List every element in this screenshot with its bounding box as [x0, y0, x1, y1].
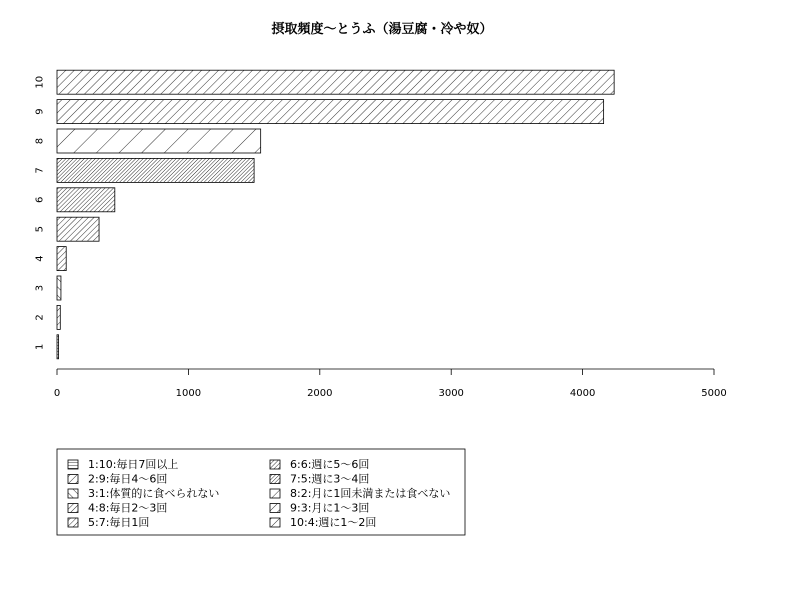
- x-tick-label: 1000: [175, 388, 202, 399]
- x-tick-label: 2000: [307, 388, 333, 399]
- legend: [57, 449, 465, 535]
- bar-4: [57, 247, 66, 271]
- y-tick-label: 6: [34, 196, 46, 203]
- legend-label: 6:6:週に5〜6回: [290, 458, 370, 471]
- x-tick-label: 3000: [438, 388, 464, 399]
- y-axis: [35, 76, 46, 350]
- legend-label: 7:5:週に3〜4回: [290, 472, 370, 486]
- bar-5: [57, 217, 99, 241]
- bar-3: [57, 276, 61, 300]
- legend-label: 3:1:体質的に食べられない: [88, 487, 220, 500]
- x-axis: [54, 369, 727, 399]
- legend-swatch: [270, 489, 280, 498]
- y-tick-label: 9: [34, 108, 46, 115]
- bar-2: [57, 305, 60, 329]
- legend-label: 8:2:月に1回未満または食べない: [290, 487, 451, 500]
- legend-swatch: [68, 460, 78, 469]
- bars: [57, 70, 614, 359]
- legend-label: 10:4:週に1〜2回: [290, 516, 377, 529]
- legend-swatch: [270, 460, 280, 469]
- legend-swatch: [68, 475, 78, 484]
- bar-6: [57, 188, 115, 212]
- y-tick-label: 4: [34, 255, 46, 262]
- legend-label: 4:8:毎日2〜3回: [88, 501, 168, 515]
- chart-title: 摂取頻度〜とうふ（湯豆腐・冷や奴）: [271, 22, 493, 37]
- legend-label: 2:9:毎日4〜6回: [88, 472, 168, 486]
- y-tick-label: 1: [34, 343, 46, 350]
- legend-label: 5:7:毎日1回: [88, 516, 150, 529]
- y-tick-label: 2: [34, 314, 46, 321]
- legend-swatch: [68, 518, 78, 527]
- legend-swatch: [68, 489, 78, 498]
- legend-label: 9:3:月に1〜3回: [290, 501, 370, 515]
- legend-swatch: [270, 475, 280, 484]
- x-tick-label: 4000: [569, 388, 596, 399]
- legend-swatch: [270, 504, 280, 513]
- bar-9: [57, 100, 604, 124]
- y-tick-label: 10: [34, 75, 46, 89]
- bar-10: [57, 70, 614, 94]
- x-tick-label: 0: [53, 388, 61, 399]
- legend-swatch: [68, 504, 78, 513]
- bar-1: [57, 335, 59, 359]
- y-tick-label: 7: [34, 167, 46, 174]
- y-tick-label: 5: [34, 226, 46, 233]
- legend-swatch: [270, 518, 280, 527]
- legend-label: 1:10:毎日7回以上: [88, 458, 179, 471]
- y-tick-label: 8: [34, 137, 46, 145]
- y-tick-label: 3: [34, 284, 46, 292]
- x-tick-label: 5000: [701, 388, 727, 399]
- bar-7: [57, 158, 254, 182]
- bar-8: [57, 129, 261, 153]
